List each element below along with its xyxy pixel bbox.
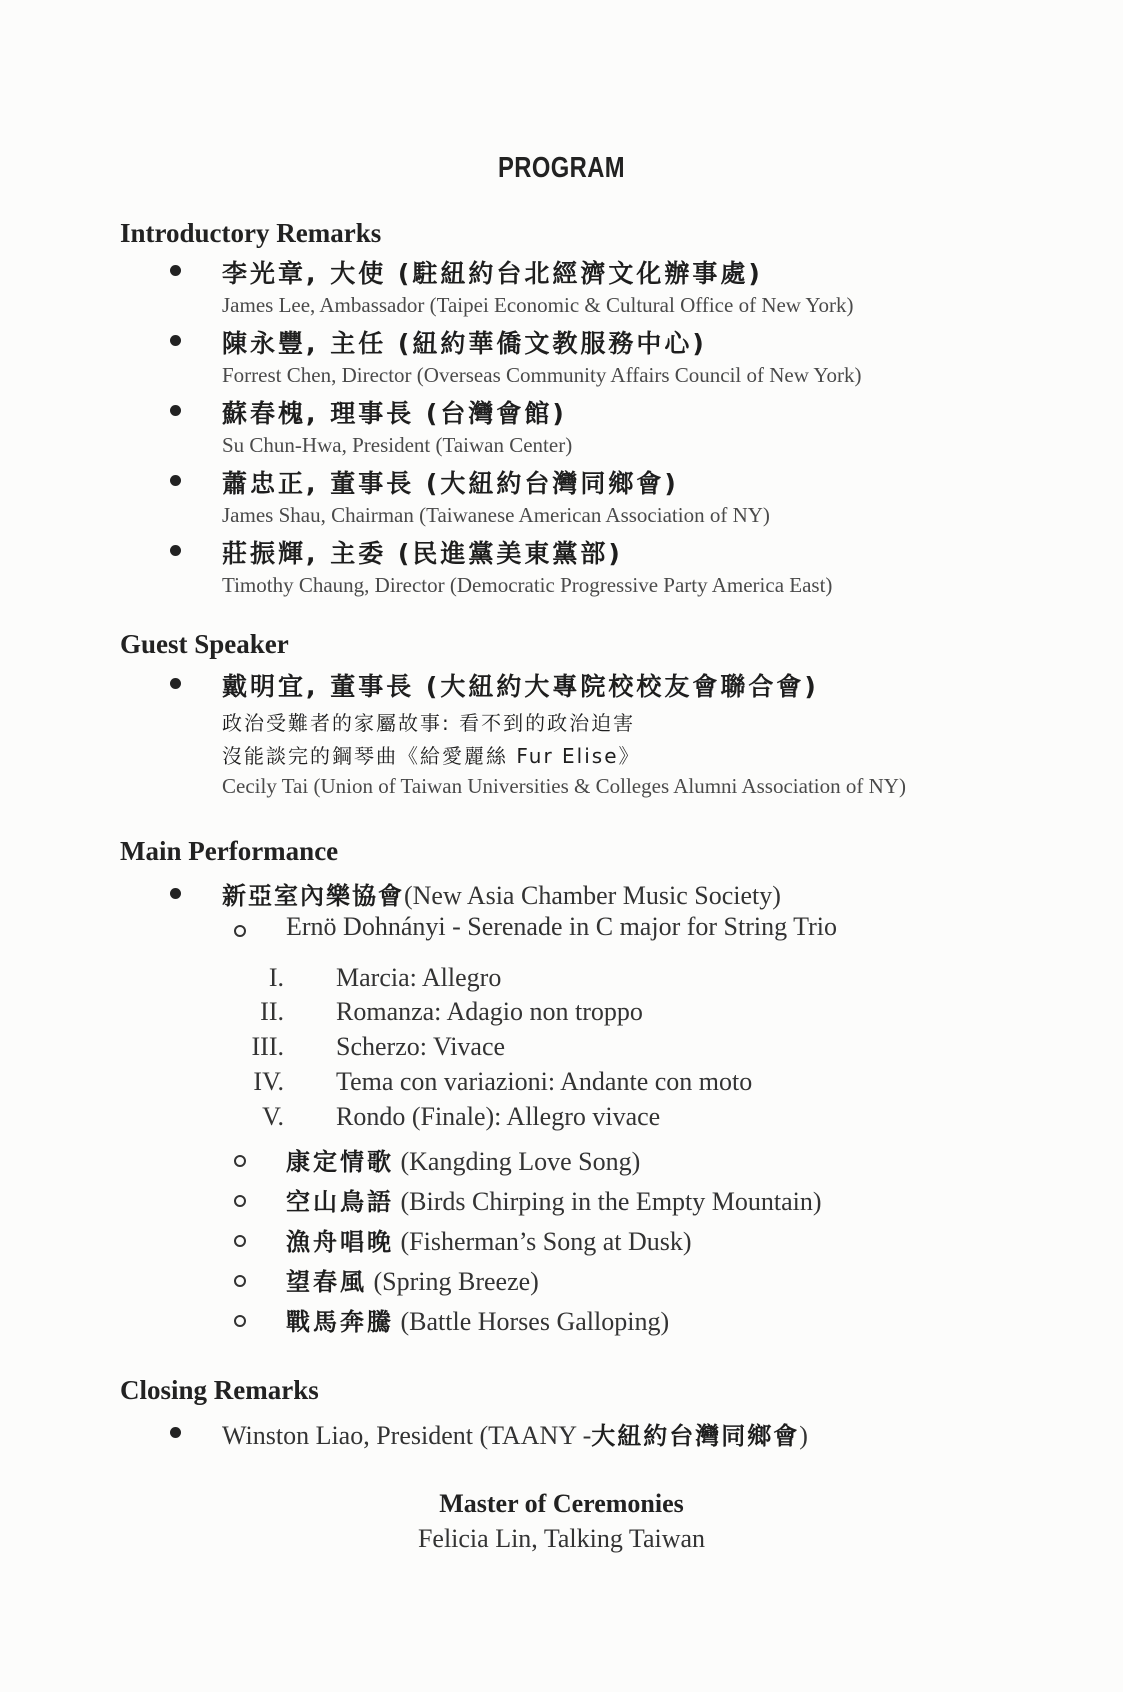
closing-en: Winston Liao, President (TAANY -	[222, 1421, 592, 1450]
song	[286, 1182, 822, 1217]
movement-number: II.	[260, 997, 284, 1026]
section-heading-guest: Guest Speaker	[120, 629, 289, 659]
movement-name: Marcia: Allegro	[336, 963, 502, 992]
movement-name: Rondo (Finale): Allegro vivace	[336, 1102, 661, 1131]
movement-number: III.	[251, 1032, 284, 1061]
song-en: (Fisherman’s Song at Dusk)	[394, 1227, 692, 1256]
ensemble	[222, 876, 781, 911]
song-en: (Spring Breeze)	[367, 1267, 539, 1296]
movement-number: V.	[262, 1102, 284, 1131]
speaker-en: James Lee, Ambassador (Taipei Economic & Cultural Office of New York)	[222, 293, 854, 317]
song-zh: 戰馬奔騰	[286, 1308, 394, 1336]
speaker-en: Su Chun-Hwa, President (Taiwan Center)	[222, 433, 573, 457]
song	[286, 1142, 640, 1177]
bullet-icon	[170, 405, 181, 416]
bullet-icon	[170, 335, 181, 346]
bullet-icon	[170, 265, 181, 276]
movement-name: Romanza: Adagio non troppo	[336, 997, 643, 1026]
circle-bullet-icon	[234, 1235, 246, 1247]
song	[286, 1262, 539, 1297]
speaker-en: Timothy Chaung, Director (Democratic Progressive Party America East)	[222, 573, 833, 597]
circle-bullet-icon	[234, 1195, 246, 1207]
movement-number: IV.	[253, 1067, 284, 1096]
page-title: PROGRAM	[497, 152, 626, 184]
speaker-zh: 李光章, 大使 (駐紐約台北經濟文化辦事處)	[222, 259, 763, 288]
speaker-en: James Shau, Chairman (Taiwanese American Association of NY)	[222, 503, 770, 527]
mc-title: Master of Ceremonies	[439, 1489, 684, 1518]
guest-topic-2: 沒能談完的鋼琴曲《給愛麗絲 Fur Elise》	[222, 744, 641, 768]
ensemble-zh: 新亞室內樂協會	[222, 882, 404, 910]
song-zh: 漁舟唱晚	[286, 1228, 394, 1256]
speaker-zh: 蕭忠正, 董事長 (大紐約台灣同鄉會)	[222, 469, 679, 498]
guest-en: Cecily Tai (Union of Taiwan Universities & Colleges Alumni Association of NY)	[222, 774, 906, 798]
song-zh: 望春風	[286, 1268, 367, 1296]
bullet-icon	[170, 888, 181, 899]
song-zh: 空山鳥語	[286, 1188, 394, 1216]
section-heading-intro: Introductory Remarks	[120, 218, 382, 248]
bullet-icon	[170, 475, 181, 486]
section-heading-closing: Closing Remarks	[120, 1375, 319, 1405]
mc-name: Felicia Lin, Talking Taiwan	[417, 1524, 706, 1553]
song	[286, 1222, 692, 1257]
speaker-en: Forrest Chen, Director (Overseas Community Affairs Council of New York)	[222, 363, 862, 387]
speaker-zh: 陳永豐, 主任 (紐約華僑文教服務中心)	[222, 329, 707, 358]
closing-zh: 大紐約台灣同鄉會	[591, 1422, 800, 1450]
song-en: (Battle Horses Galloping)	[394, 1307, 670, 1336]
movement-name: Tema con variazioni: Andante con moto	[336, 1067, 753, 1096]
speaker-zh: 莊振輝, 主委 (民進黨美東黨部)	[222, 539, 623, 568]
speaker-zh: 蘇春槐, 理事長 (台灣會館)	[222, 399, 567, 428]
movement-name: Scherzo: Vivace	[336, 1032, 506, 1061]
circle-bullet-icon	[234, 1155, 246, 1167]
bullet-icon	[170, 678, 181, 689]
section-heading-main: Main Performance	[120, 836, 339, 866]
work-title: Ernö Dohnányi - Serenade in C major for String Trio	[286, 912, 837, 941]
ensemble-en: (New Asia Chamber Music Society)	[404, 881, 781, 910]
bullet-icon	[170, 1427, 181, 1438]
guest-zh: 戴明宜, 董事長 (大紐約大專院校校友會聯合會)	[222, 672, 819, 701]
closing-speaker	[222, 1416, 808, 1451]
circle-bullet-icon	[234, 1315, 246, 1327]
song-en: (Kangding Love Song)	[394, 1147, 641, 1176]
song-en: (Birds Chirping in the Empty Mountain)	[394, 1187, 822, 1216]
song	[286, 1302, 669, 1337]
closing-end: )	[799, 1421, 808, 1450]
song-zh: 康定情歌	[286, 1148, 394, 1176]
movement-number: I.	[268, 963, 284, 992]
bullet-icon	[170, 545, 181, 556]
circle-bullet-icon	[234, 925, 246, 937]
circle-bullet-icon	[234, 1275, 246, 1287]
guest-topic-1: 政治受難者的家屬故事: 看不到的政治迫害	[222, 711, 636, 735]
